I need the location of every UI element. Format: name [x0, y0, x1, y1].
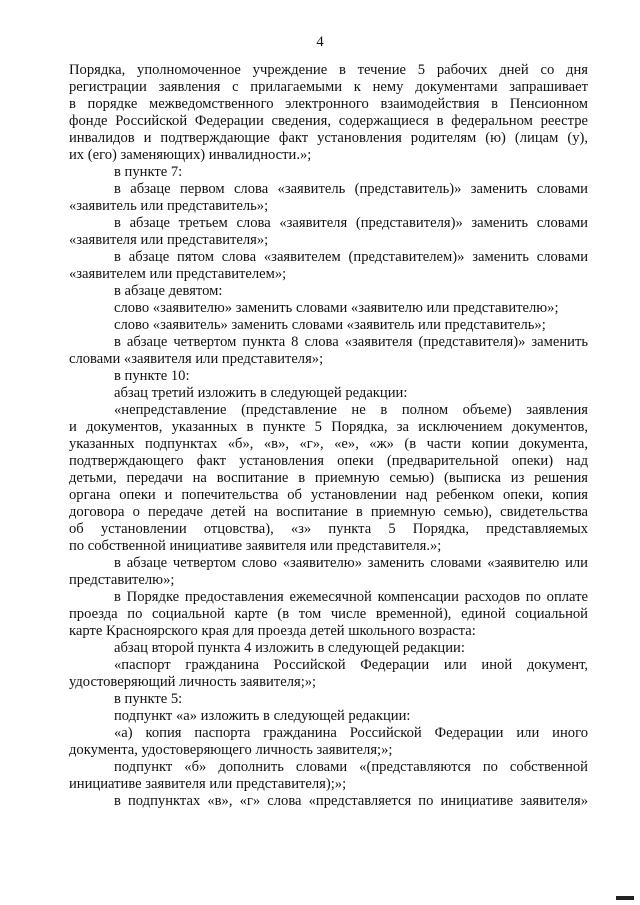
text-line: органа опеки и попечительства об установлении над ребенком опеки, копия [69, 487, 588, 503]
text-line: инвалидов и подтверждающие факт установления родителям (ю) (лицам (у), [69, 130, 588, 146]
text-line: документа, удостоверяющего личность заявителя;»; [69, 742, 393, 758]
text-line: «заявитель или представитель»; [69, 198, 269, 214]
text-line: в абзаце пятом слова «заявителем (представителем)» заменить словами [114, 249, 588, 265]
text-line: «паспорт гражданина Российской Федерации или иной документ, [114, 657, 588, 673]
scan-mark [616, 896, 634, 900]
text-line: подтверждающего факт установления опеки (предварительной опеки) над [69, 453, 588, 469]
text-line: абзац третий изложить в следующей редакции: [114, 385, 408, 401]
text-line: в абзаце первом слова «заявитель (представитель)» заменить словами [114, 181, 588, 197]
text-line: абзац второй пункта 4 изложить в следующей редакции: [114, 640, 465, 656]
text-line: регистрации заявления с прилагаемыми к нему документами запрашивает [69, 79, 588, 95]
text-line: их (его) заменяющих) инвалидности.»; [69, 147, 312, 163]
text-line: слово «заявитель» заменить словами «заявитель или представитель»; [114, 317, 546, 333]
text-line: удостоверяющий личность заявителя;»; [69, 674, 317, 690]
text-line: «заявителем или представителем»; [69, 266, 287, 282]
text-line: инициативе заявителя или представителя);»; [69, 776, 347, 792]
text-line: «непредставление (представление не в полном объеме) заявления [114, 402, 588, 418]
text-line: в абзаце четвертом пункта 8 слова «заявителя (представителя)» заменить [114, 334, 588, 350]
text-line: договора о передаче детей на воспитание в приемную семью), свидетельства [69, 504, 588, 520]
text-line: в подпунктах «в», «г» слова «представляется по инициативе заявителя» [114, 793, 588, 809]
text-line: по собственной инициативе заявителя или представителя.»; [69, 538, 442, 554]
page-number: 4 [316, 34, 324, 50]
text-line: подпункт «б» дополнить словами «(представляются по собственной [114, 759, 588, 775]
text-line: в пункте 7: [114, 164, 183, 180]
text-line: детьми, передачи на воспитание в приемную семью) (выписка из решения [69, 470, 588, 486]
text-line: в порядке межведомственного электронного взаимодействия в Пенсионном [69, 96, 588, 112]
text-line: в абзаце четвертом слово «заявителю» заменить словами «заявителю или [114, 555, 588, 571]
text-line: проезда по социальной карте (в том числе временной), единой социальной [69, 606, 588, 622]
text-line: и документов, указанных в пункте 5 Порядка, за исключением документов, [69, 419, 588, 435]
text-line: в абзаце третьем слова «заявителя (представителя)» заменить словами [114, 215, 588, 231]
text-line: в абзаце девятом: [114, 283, 223, 299]
text-line: слово «заявителю» заменить словами «заявителю или представителю»; [114, 300, 559, 316]
text-line: представителю»; [69, 572, 175, 588]
text-line: об установлении отцовства), «з» пункта 5 Порядка, представляемых [69, 521, 588, 537]
text-line: словами «заявителя или представителя»; [69, 351, 324, 367]
text-line: фонде Российской Федерации сведения, содержащиеся в федеральном реестре [69, 113, 588, 129]
text-line: в пункте 5: [114, 691, 183, 707]
text-line: указанных подпунктах «б», «в», «г», «е», «ж» (в части копии документа, [69, 436, 588, 452]
text-line: в Порядке предоставления ежемесячной компенсации расходов по оплате [114, 589, 588, 605]
text-line: карте Красноярского края для проезда детей школьного возраста: [69, 623, 476, 639]
text-line: подпункт «а» изложить в следующей редакции: [114, 708, 411, 724]
text-line: Порядка, уполномоченное учреждение в течение 5 рабочих дней со дня [69, 62, 588, 78]
text-line: в пункте 10: [114, 368, 190, 384]
text-line: «а) копия паспорта гражданина Российской Федерации или иного [114, 725, 588, 741]
text-line: «заявителя или представителя»; [69, 232, 269, 248]
document-body [69, 62, 588, 810]
